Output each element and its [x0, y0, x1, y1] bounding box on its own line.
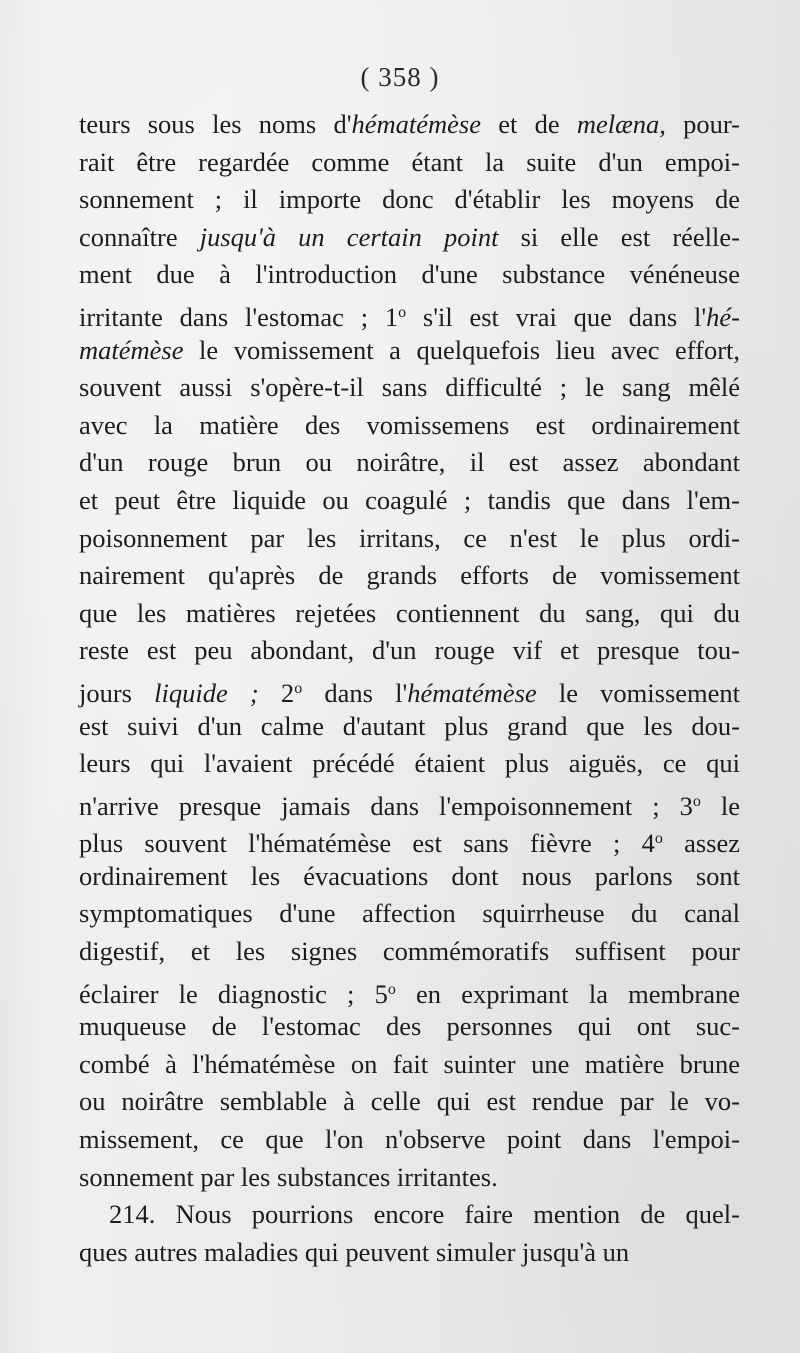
text-segment: dans l' [302, 677, 408, 708]
italic-text: jusqu'à un certain point [199, 221, 499, 252]
text-line [79, 1121, 740, 1159]
text-line [79, 858, 740, 896]
text-segment: symptomatiques d'une affection squirrheuse du canal [79, 898, 740, 929]
text-segment: 2 [258, 677, 295, 708]
text-line [79, 144, 740, 182]
text-line [79, 1008, 740, 1046]
text-segment: muqueuse de l'estomac des personnes qui ont suc- [79, 1011, 740, 1042]
text-line [79, 444, 740, 482]
text-line [79, 745, 740, 783]
text-segment: et peut être liquide ou coagulé ; tandis que dans l'em- [79, 484, 740, 515]
text-line [79, 895, 740, 933]
superscript-text: o [654, 830, 663, 848]
text-segment: le vomissement a quelquefois lieu avec effort, [183, 334, 740, 365]
italic-text: hématémèse [351, 109, 481, 139]
text-segment: ou noirâtre semblable à celle qui est rendue par le vo- [79, 1086, 740, 1117]
text-line [79, 557, 740, 595]
text-line [79, 595, 740, 633]
text-segment: sonnement par les substances irritantes. [79, 1161, 498, 1192]
superscript-text: o [692, 792, 701, 810]
text-segment: ques autres maladies qui peuvent simuler jusqu'à un [79, 1236, 630, 1267]
text-segment: reste est peu abondant, d'un rouge vif et presque tou- [79, 635, 740, 666]
text-segment: avec la matière des vomissemens est ordinairement [79, 409, 740, 440]
text-segment: rait être regardée comme étant la suite d'un empoi- [79, 146, 740, 177]
text-line [79, 1046, 740, 1084]
body-text [79, 106, 740, 1271]
text-line [79, 520, 740, 558]
superscript-text: o [398, 303, 407, 321]
text-line [79, 632, 740, 670]
text-segment: , pour- [659, 109, 741, 139]
text-segment: plus souvent l'hématémèse est sans fièvre ; 4 [79, 828, 655, 859]
text-segment: connaître [79, 221, 200, 252]
text-line [79, 294, 740, 332]
text-line [79, 820, 740, 858]
text-segment: éclairer le diagnostic ; 5 [79, 978, 388, 1009]
text-segment: combé à l'hématémèse on fait suinter une matière brune [79, 1048, 740, 1079]
text-segment: est suivi d'un calme d'autant plus grand que les dou- [79, 710, 740, 741]
italic-text: liquide ; [154, 677, 259, 708]
italic-text: melæna [576, 109, 660, 139]
text-line [79, 670, 740, 708]
text-segment: assez [662, 828, 740, 859]
text-line [79, 1159, 740, 1197]
text-segment: sonnement ; il importe donc d'établir les moyens de [79, 184, 740, 215]
text-segment: souvent aussi s'opère-t-il sans difficulté ; le sang mêlé [79, 372, 740, 403]
text-segment: irritante dans l'estomac ; 1 [79, 301, 399, 332]
text-segment: poisonnement par les irritans, ce n'est le plus ordi- [79, 522, 740, 553]
superscript-text: o [387, 980, 396, 998]
text-segment: le vomissement [536, 677, 741, 708]
text-segment: s'il est vrai que dans l' [406, 301, 707, 332]
text-segment: missement, ce que l'on n'observe point dans l'empoi- [79, 1124, 740, 1155]
text-line [79, 407, 740, 445]
text-line [79, 708, 740, 746]
page-number: ( 358 ) [360, 62, 440, 92]
text-segment: en exprimant la membrane [395, 978, 740, 1009]
text-line [79, 783, 740, 821]
italic-text: hématémèse [407, 677, 537, 708]
text-segment: teurs sous les noms d' [79, 109, 352, 139]
text-line [79, 971, 740, 1009]
text-line [79, 181, 740, 219]
text-line [79, 1234, 740, 1272]
text-line [79, 256, 740, 294]
italic-text: hé- [706, 301, 740, 332]
text-segment: ment due à l'introduction d'une substance vénéneuse [79, 259, 740, 290]
text-segment: et de [480, 109, 577, 139]
text-line [79, 369, 740, 407]
text-segment: digestif, et les signes commémoratifs suffisent pour [79, 936, 740, 967]
text-segment: nairement qu'après de grands efforts de vomissement [79, 560, 740, 591]
text-line [79, 332, 740, 370]
text-line [79, 106, 740, 144]
text-line [79, 219, 740, 257]
text-segment: que les matières rejetées contiennent du sang, qui du [79, 597, 740, 628]
italic-text: matémèse [79, 334, 184, 365]
text-segment: si elle est réelle- [498, 221, 740, 252]
text-segment: n'arrive presque jamais dans l'empoisonnement ; 3 [79, 790, 693, 821]
text-line [79, 482, 740, 520]
text-line [79, 933, 740, 971]
text-segment: jours [79, 677, 155, 708]
text-segment: 214. Nous pourrions encore faire mention de quel- [109, 1199, 740, 1230]
superscript-text: o [294, 679, 303, 697]
text-segment: leurs qui l'avaient précédé étaient plus aiguës, ce qui [79, 748, 740, 779]
text-segment: ordinairement les évacuations dont nous parlons sont [79, 860, 740, 891]
text-line [79, 1196, 740, 1234]
text-segment: le [700, 790, 740, 821]
text-segment: d'un rouge brun ou noirâtre, il est assez abondant [79, 447, 740, 478]
text-line [79, 1083, 740, 1121]
